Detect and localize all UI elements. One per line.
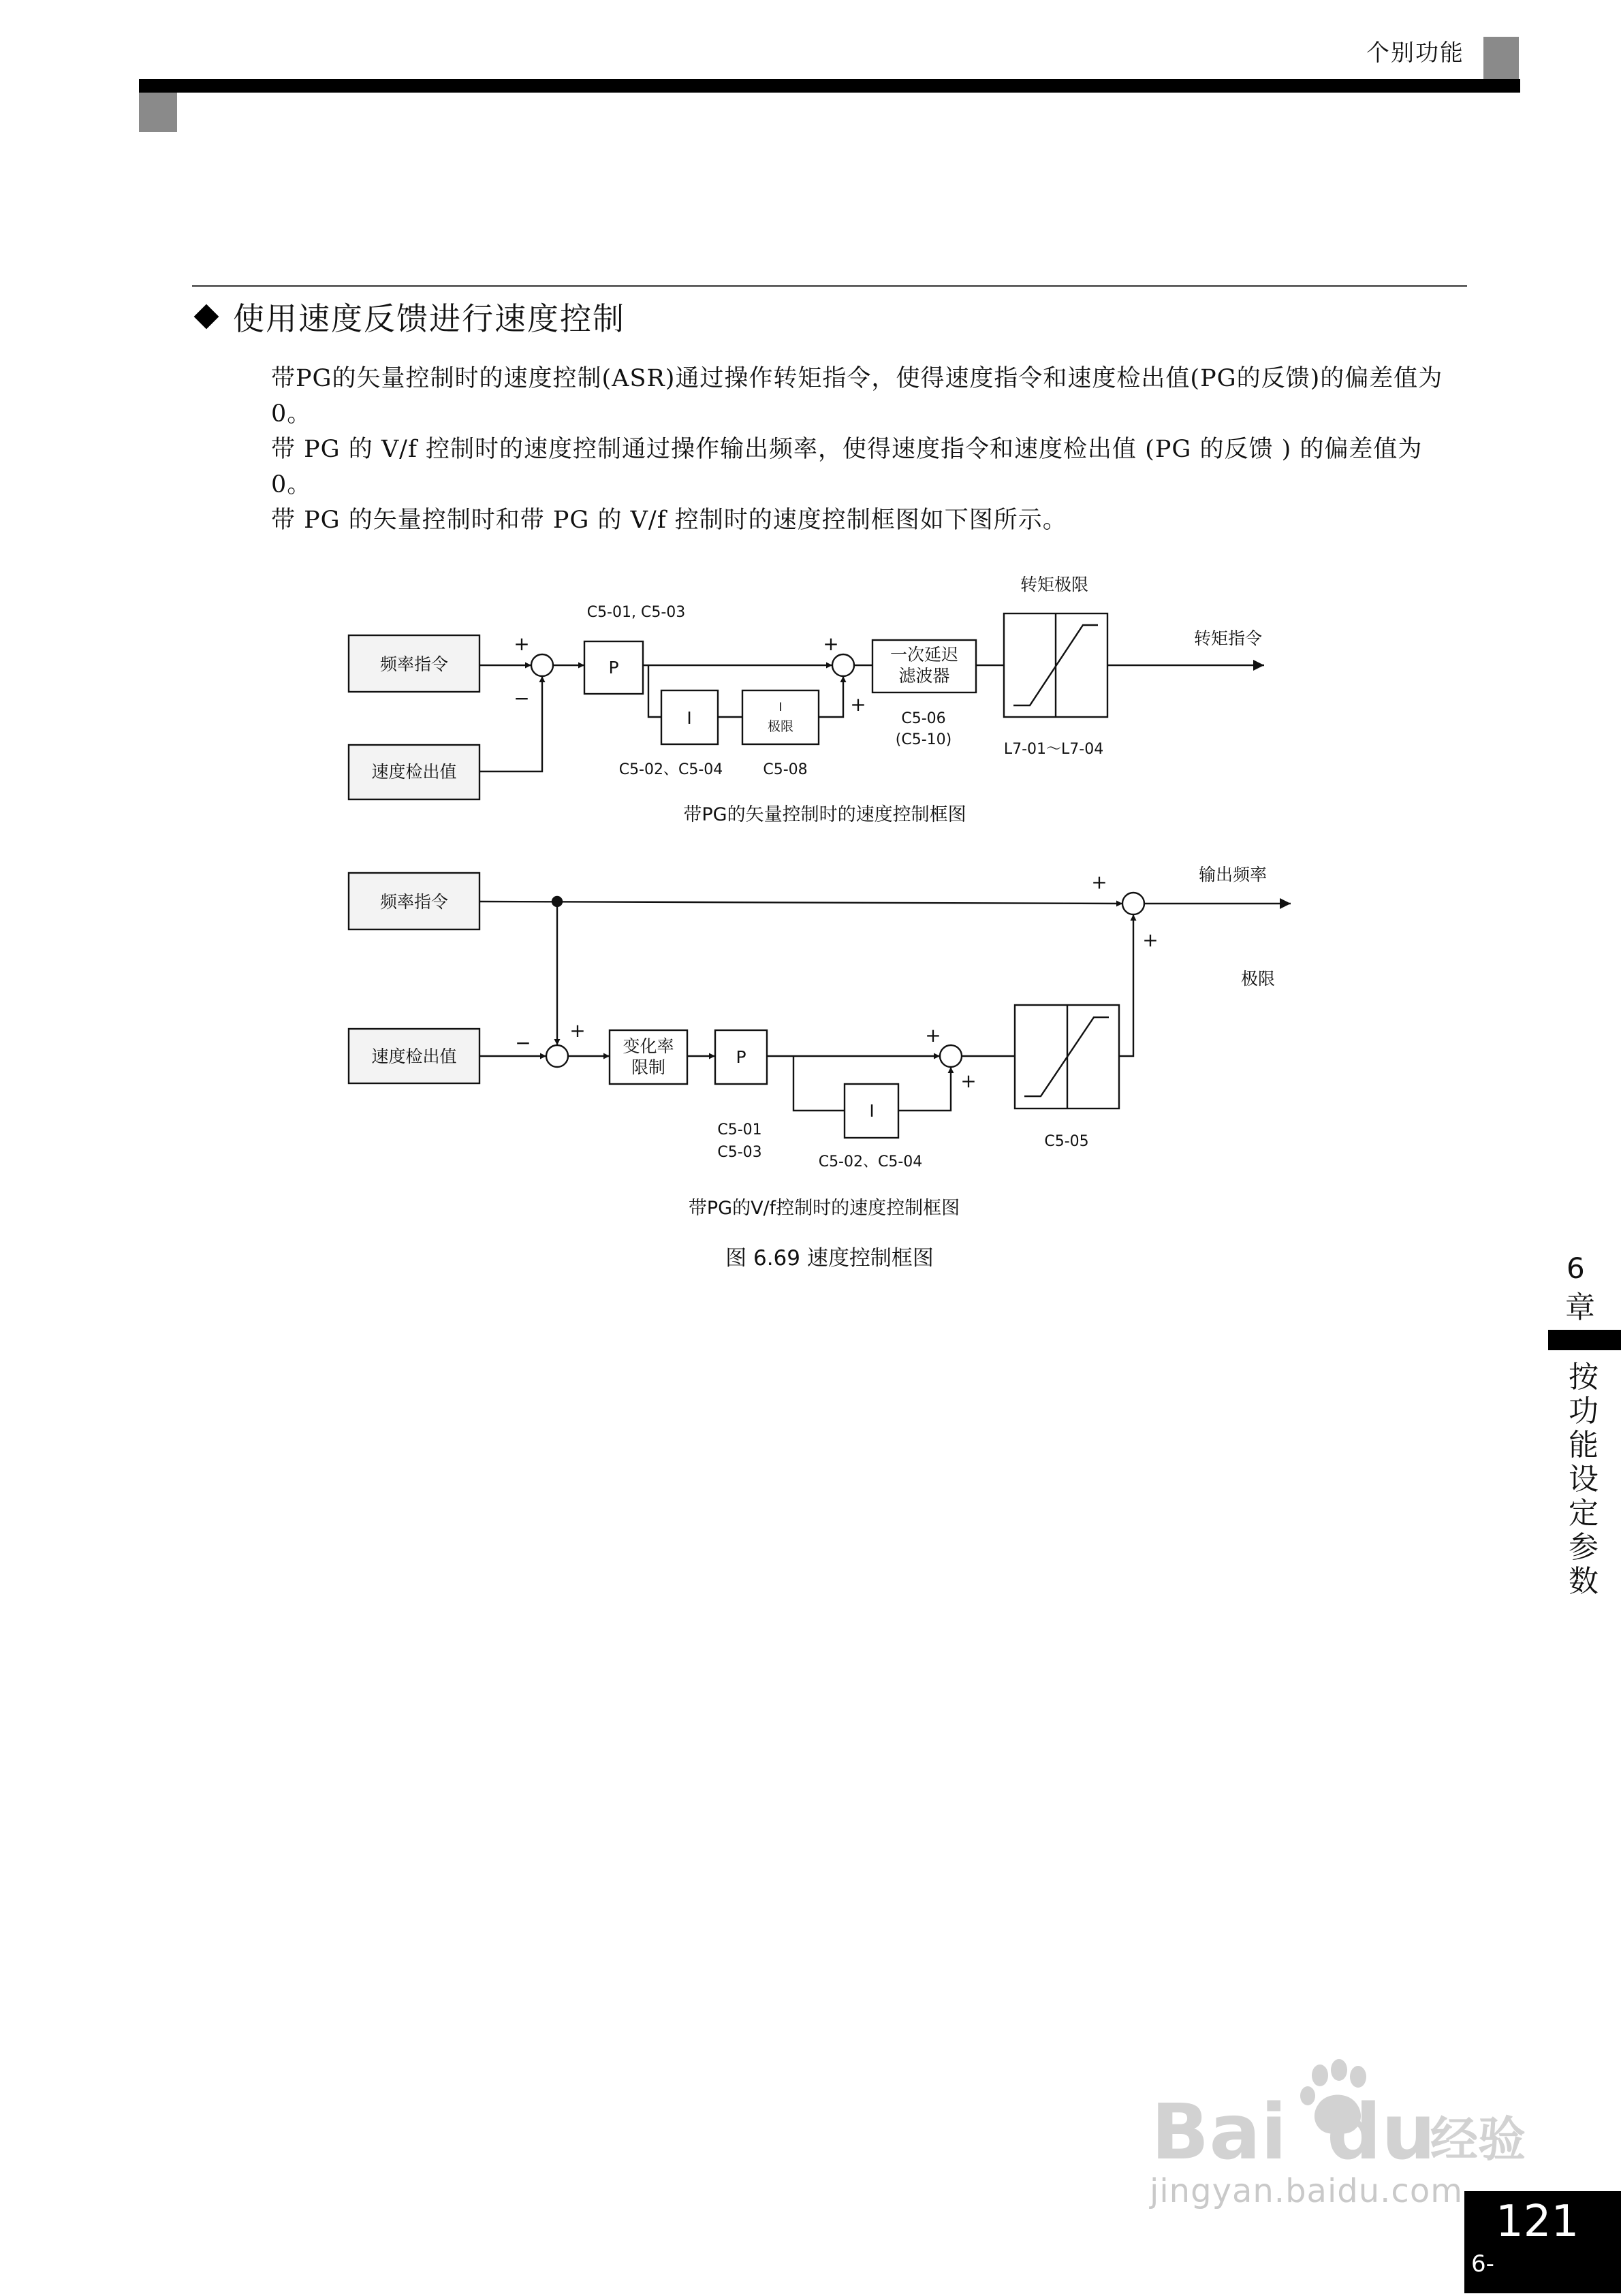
d1-param-ilim: C5-08 bbox=[763, 761, 808, 778]
svg-text:经验: 经验 bbox=[1430, 2111, 1526, 2165]
d1-param-p: C5-01, C5-03 bbox=[586, 604, 686, 621]
d2-param-p-a: C5-01 bbox=[717, 1121, 762, 1138]
page-number: 121 bbox=[1496, 2197, 1579, 2247]
page-number-prefix: 6- bbox=[1471, 2250, 1494, 2278]
d1-i-limit-label-a: I bbox=[778, 701, 783, 714]
d2-freq-ref-label: 频率指令 bbox=[379, 892, 449, 912]
d2-summing-junction-2 bbox=[940, 1045, 962, 1067]
d1-torque-ref-label: 转矩指令 bbox=[1193, 628, 1263, 648]
d1-p-label: P bbox=[608, 658, 619, 677]
d1-filter-label-b: 滤波器 bbox=[898, 666, 950, 686]
d1-speed-det-label: 速度检出值 bbox=[371, 762, 457, 782]
d1-param-limit: L7-01～L7-04 bbox=[1003, 741, 1104, 758]
d1-plus-2: + bbox=[823, 633, 839, 655]
d2-rate-label-b: 限制 bbox=[631, 1057, 666, 1077]
header-section-label: 个别功能 bbox=[1366, 39, 1464, 67]
d1-torque-limit-label: 转矩极限 bbox=[1020, 575, 1089, 594]
baidu-jingyan-watermark-logo bbox=[1151, 2056, 1532, 2168]
d2-caption: 带PG的V/f控制时的速度控制框图 bbox=[688, 1198, 960, 1219]
d2-param-limit: C5-05 bbox=[1044, 1133, 1089, 1150]
d1-param-filter-a: C5-06 bbox=[901, 710, 946, 727]
watermark-domain: jingyan.baidu.com bbox=[1150, 2172, 1463, 2210]
chapter-tab-bar bbox=[1548, 1330, 1621, 1350]
d1-summing-junction-2 bbox=[832, 654, 854, 676]
paragraph-1: 带PG的矢量控制时的速度控制(ASR)通过操作转矩指令，使得速度指令和速度检出值(PG的反馈)的偏差值为0。 bbox=[271, 365, 1443, 428]
d2-plus-1: + bbox=[569, 1019, 586, 1042]
d1-param-filter-b: (C5-10) bbox=[895, 731, 952, 748]
d1-i-label: I bbox=[687, 708, 692, 728]
d2-output-freq-label: 输出频率 bbox=[1198, 865, 1268, 884]
svg-text:Bai: Bai bbox=[1151, 2088, 1287, 2165]
paragraph-3: 带 PG 的矢量控制时和带 PG 的 V/f 控制时的速度控制框图如下图所示。 bbox=[271, 507, 1067, 534]
d2-limit-label: 极限 bbox=[1240, 969, 1276, 989]
d1-param-i: C5-02、C5-04 bbox=[618, 761, 723, 778]
d2-param-p-b: C5-03 bbox=[717, 1144, 762, 1161]
d2-rate-label-a: 变化率 bbox=[623, 1036, 674, 1056]
svg-text:du: du bbox=[1327, 2088, 1436, 2165]
d1-freq-ref-label: 频率指令 bbox=[379, 654, 449, 674]
d2-plus-5: + bbox=[1142, 929, 1159, 951]
d1-i-limit-label-b: 极限 bbox=[767, 719, 794, 734]
d2-minus-1: − bbox=[515, 1032, 531, 1054]
d2-plus-4: + bbox=[1091, 871, 1107, 893]
d2-plus-2: + bbox=[925, 1024, 941, 1047]
d1-plus-1: + bbox=[514, 633, 530, 655]
d1-minus-1: − bbox=[514, 687, 530, 709]
section-title-text: 使用速度反馈进行速度控制 bbox=[233, 300, 625, 337]
d1-caption: 带PG的矢量控制时的速度控制框图 bbox=[683, 804, 966, 825]
d2-i-label: I bbox=[869, 1101, 875, 1121]
d2-plus-3: + bbox=[960, 1070, 977, 1092]
d2-speed-det-label: 速度检出值 bbox=[371, 1047, 457, 1066]
chapter-title-vertical: 按功能设定参数 bbox=[1569, 1360, 1599, 1599]
d1-summing-junction-1 bbox=[531, 654, 553, 676]
d2-output-summing-junction bbox=[1122, 893, 1144, 914]
chapter-label: 章 bbox=[1565, 1290, 1595, 1325]
d1-plus-3: + bbox=[850, 693, 866, 716]
d2-param-i: C5-02、C5-04 bbox=[818, 1153, 923, 1170]
figure-caption: 图 6.69 速度控制框图 bbox=[725, 1246, 934, 1271]
paragraph-2: 带 PG 的 V/f 控制时的速度控制通过操作输出频率，使得速度指令和速度检出值 (PG 的反馈 ) 的偏差值为 0。 bbox=[271, 436, 1423, 498]
d1-filter-label-a: 一次延迟 bbox=[890, 645, 959, 665]
d2-summing-junction-1 bbox=[546, 1045, 568, 1067]
d1-i-limit-block bbox=[742, 690, 819, 744]
d2-p-label: P bbox=[736, 1047, 746, 1067]
chapter-number: 6 bbox=[1567, 1251, 1585, 1285]
